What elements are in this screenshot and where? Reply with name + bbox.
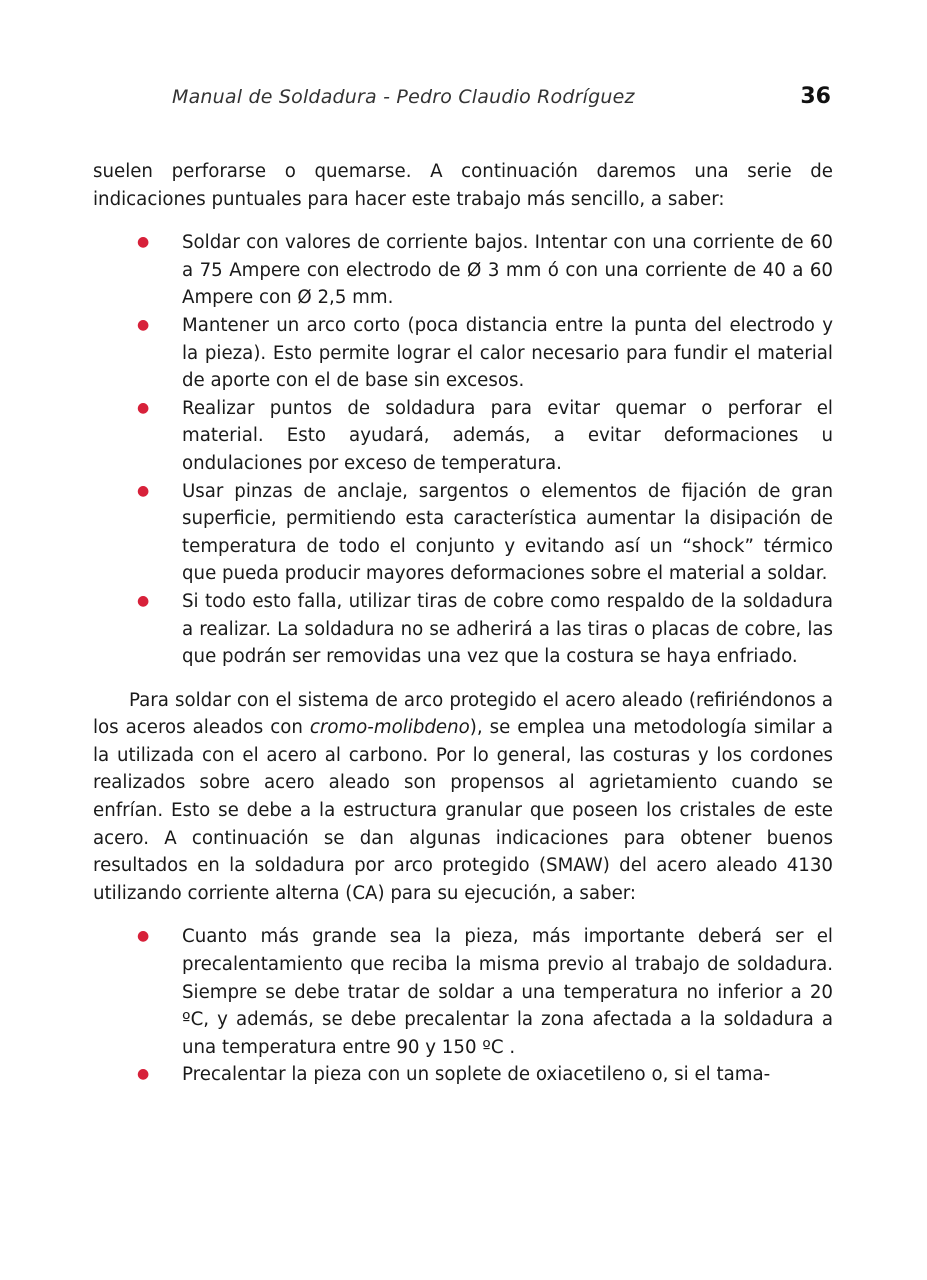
paragraph-text: ), se emplea una metodología similar a la utilizada con el acero al carbono. Por lo general, las costuras y los cordones realizados sobre acero aleado son propensos al agrietamiento cuando se enfrían. Esto se debe a la estructura granular que poseen los cristales de este acero. A continuación se dan algunas indicaciones para obtener buenos resultados en la soldadura por arco protegido (SMAW) del acero aleado 4130 utilizando corriente alterna (CA) para su ejecución, a saber:	[93, 717, 833, 904]
list-item	[93, 1061, 833, 1089]
bullet-icon: ●	[137, 928, 150, 945]
page-body	[93, 158, 833, 1105]
paragraph-text: Para soldar con el sistema de arco protegido el acero aleado (refiriéndonos a los aceros aleados con	[93, 689, 833, 739]
list-item	[93, 588, 833, 671]
list-item	[93, 312, 833, 395]
bullet-icon: ●	[137, 399, 150, 416]
page-number: 36	[800, 84, 831, 109]
list-item-text: Soldar con valores de corriente bajos. Intentar con una corriente de 60 a 75 Ampere con electrodo de Ø 3 mm ó con una corriente de 40 a 60 Ampere con Ø 2,5 mm.	[182, 232, 833, 309]
list-item	[93, 395, 833, 478]
list-item	[93, 478, 833, 588]
tips-list-alloy-steel	[93, 923, 833, 1089]
intro-paragraph: suelen perforarse o quemarse. A continuación daremos una serie de indicaciones puntuales para hacer este trabajo más sencillo, a saber:	[93, 161, 833, 210]
list-item	[93, 229, 833, 312]
bullet-icon: ●	[137, 482, 150, 499]
italic-term: cromo-molibdeno	[309, 717, 470, 739]
page-header	[0, 86, 927, 116]
list-item-text: Mantener un arco corto (poca distancia entre la punta del electrodo y la pieza). Esto permite lograr el calor necesario para fundir el material de aporte con el de base sin excesos.	[182, 314, 833, 392]
alloy-steel-paragraph	[93, 687, 833, 908]
list-item-text: Si todo esto falla, utilizar tiras de cobre como respaldo de la soldadura a realizar. La soldadura no se adherirá a las tiras o placas de cobre, las que podrán ser removidas una vez que la costura se haya enfriado.	[182, 590, 833, 668]
bullet-icon: ●	[137, 1066, 150, 1083]
list-item	[93, 923, 833, 1061]
running-title: Manual de Soldadura - Pedro Claudio Rodríguez	[172, 86, 635, 108]
list-item-text: Cuanto más grande sea la pieza, más importante deberá ser el precalentamiento que reciba la misma previo al trabajo de soldadura. Siempre se debe tratar de soldar a una temperatura no inferior a 20 ºC, y además, se debe precalentar la zona afectada a la soldadura a una temperatura entre 90 y 150 ºC .	[182, 926, 833, 1058]
list-item-text: Usar pinzas de anclaje, sargentos o elementos de fijación de gran superficie, permitiendo esta característica aumentar la disipación de temperatura de todo el conjunto y evitando así un “shock” térmico que pueda producir mayores deformaciones sobre el material a soldar.	[182, 480, 833, 585]
bullet-icon: ●	[137, 234, 150, 251]
list-item-text: Realizar puntos de soldadura para evitar quemar o perforar el material. Esto ayudará, además, a evitar deformaciones u ondulaciones por exceso de temperatura.	[182, 397, 833, 474]
bullet-icon: ●	[137, 592, 150, 609]
tips-list-thin-sheet	[93, 229, 833, 671]
list-item-text: Precalentar la pieza con un soplete de oxiacetileno o, si el tama-	[182, 1064, 771, 1086]
bullet-icon: ●	[137, 316, 150, 333]
